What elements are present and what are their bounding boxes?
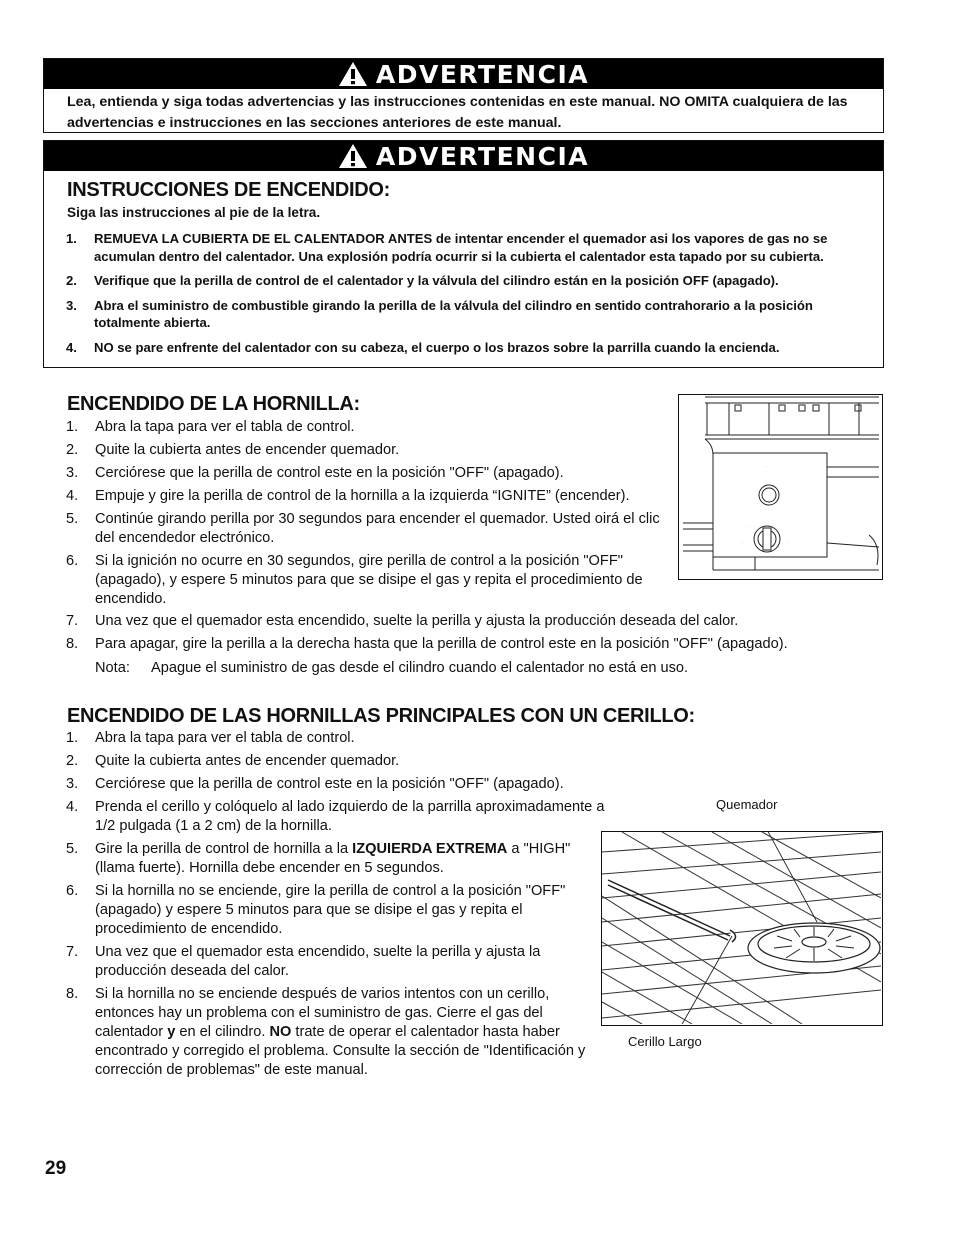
ignition-instructions-list xyxy=(66,230,877,363)
list-item: 3. Cerciórese que la perilla de control este en la posición "OFF" (apagado). xyxy=(66,776,564,792)
list-item: 4. NO se pare enfrente del calentador con su cabeza, el cuerpo o los brazos sobre la parrilla cuando la encienda. xyxy=(66,339,780,355)
warning-title: ADVERTENCIA xyxy=(375,141,590,171)
list-item: 2. Quite la cubierta antes de encender quemador. xyxy=(66,753,400,769)
warning-box-general xyxy=(43,58,884,133)
warning-text: Lea, entienda y siga todas advertencias y las instrucciones contenidas en este manual. NO OMITA cualquiera de las advertencias e instrucciones en las secciones anteriores de este manual. xyxy=(67,94,848,131)
match-ignition-steps xyxy=(66,729,626,1084)
figure-label-burner: Quemador xyxy=(716,797,778,812)
warning-banner xyxy=(44,59,883,89)
list-item: 5. Continúe girando perilla por 30 segundos para encender el quemador. Usted oirá el clic del encendedor electrónico. xyxy=(66,511,660,546)
list-item: 1. Abra la tapa para ver el tabla de control. xyxy=(66,419,355,435)
list-item: 7. Una vez que el quemador esta encendido, suelte la perilla y ajusta la producción deseada del calor. xyxy=(66,613,739,629)
note-text: Apague el suministro de gas desde el cilindro cuando el calentador no está en uso. xyxy=(151,660,689,676)
warning-box-ignition xyxy=(43,140,884,368)
burner-ignition-heading: ENCENDIDO DE LA HORNILLA: xyxy=(67,393,360,415)
svg-text:· · ·: · · · xyxy=(765,464,770,468)
burner-match-drawing xyxy=(602,832,881,1024)
list-item: 8. Para apagar, gire la perilla a la derecha hasta que la perilla de control este en la posición "OFF" (apagado). xyxy=(66,636,788,652)
list-item: 3. Abra el suministro de combustible girando la perilla de la válvula del cilindro en sentido contrahorario a la posición totalmente abierta. xyxy=(66,297,813,330)
ignition-instructions-heading: INSTRUCCIONES DE ENCENDIDO: xyxy=(67,179,391,201)
svg-text:· ·: · · xyxy=(787,540,790,544)
control-panel-illustration xyxy=(678,394,883,580)
burner-ignition-steps-a xyxy=(66,418,666,613)
svg-text:· ·: · · xyxy=(783,524,786,528)
warning-banner xyxy=(44,141,883,171)
list-item: 2. Verifique que la perilla de control de el calentador y la válvula del cilindro están en la posición OFF (apagado). xyxy=(66,273,779,288)
list-item: 7. Una vez que el quemador esta encendido, suelte la perilla y ajusta la producción deseada del calor. xyxy=(66,944,541,979)
burner-match-illustration xyxy=(601,831,883,1026)
ignition-instructions-subheading: Siga las instrucciones al pie de la letra. xyxy=(67,205,321,220)
warning-title: ADVERTENCIA xyxy=(375,59,590,89)
figure-label-long-match: Cerillo Largo xyxy=(628,1034,702,1049)
page-number: 29 xyxy=(45,1158,67,1179)
list-item: 4. Prenda el cerillo y colóquelo al lado izquierdo de la parrilla aproximadamente a 1/2 pulgada (1 a 2 cm) de la hornilla. xyxy=(66,799,605,834)
note-label: Nota: xyxy=(95,660,130,676)
list-item: 5. Gire la perilla de control de hornilla a la IZQUIERDA EXTREMA a "HIGH" (llama fuerte). Hornilla debe encender en 5 segundos. xyxy=(66,841,571,876)
list-item: 8. Si la hornilla no se enciende después de varios intentos con un cerillo, entonces hay un problema con el suministro de gas. Cierre el gas del calentador y en el cilindro. NO trate de operar el calentador hasta haber encontrado y corregido el problema. Consulte la sección de "Identificación y corrección de problemas" de este manual. xyxy=(66,986,586,1078)
svg-text:· ·: · · xyxy=(741,540,744,544)
list-item: 1. Abra la tapa para ver el tabla de control. xyxy=(66,730,355,746)
list-item: 1. REMUEVA LA CUBIERTA DE EL CALENTADOR ANTES de intentar encender el quemador asi los vapores de gas no se acumulan dentro del calentador. Una explosión podría ocurrir si la cubierta el calentador esta tapado por su cubierta. xyxy=(66,231,828,264)
burner-ignition-steps-b xyxy=(66,612,866,658)
burner-ignition-note xyxy=(95,660,688,676)
list-item: 6. Si la ignición no ocurre en 30 segundos, gire perilla de control a la posición "OFF" (apagado), y espere 5 minutos para que se disipe el gas y repita el procedimiento de encendido. xyxy=(66,553,643,607)
list-item: 6. Si la hornilla no se enciende, gire la perilla de control a la posición "OFF" (apagado) y espere 5 minutos para que se disipe el gas y repita el procedimiento de encendido. xyxy=(66,883,566,937)
list-item: 2. Quite la cubierta antes de encender quemador. xyxy=(66,442,400,458)
list-item: 3. Cerciórese que la perilla de control este en la posición "OFF" (apagado). xyxy=(66,465,564,481)
list-item: 4. Empuje y gire la perilla de control de la hornilla a la izquierda “IGNITE” (encender). xyxy=(66,488,630,504)
control-panel-drawing xyxy=(679,395,881,578)
warning-triangle-icon xyxy=(338,143,368,169)
svg-text:· ·: · · xyxy=(745,524,748,528)
match-ignition-heading: ENCENDIDO DE LAS HORNILLAS PRINCIPALES CON UN CERILLO: xyxy=(67,705,695,727)
warning-triangle-icon xyxy=(338,61,368,87)
